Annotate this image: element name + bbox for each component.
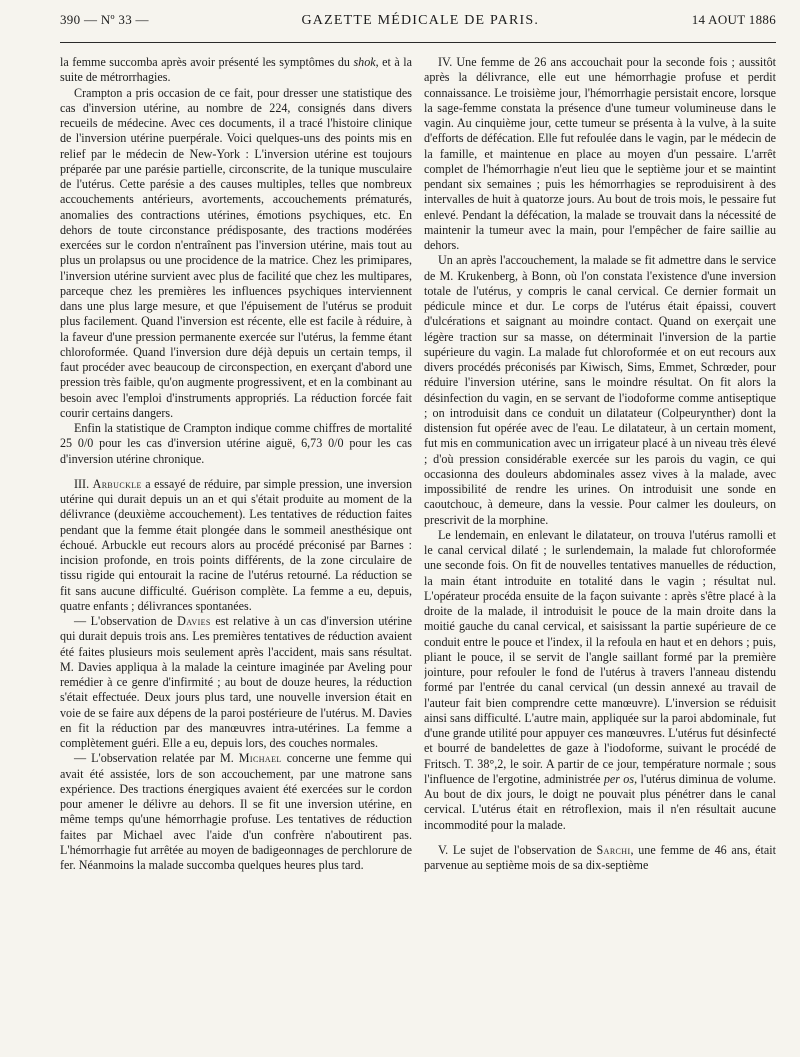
page-header — [60, 12, 776, 43]
left-column — [60, 55, 412, 1045]
issue-number: — Nº 33 — — [83, 12, 149, 27]
section-paragraph: III. Arbuckle a essayé de réduire, par simple pression, une inversion utérine qui durait depuis un an et qui s'était produite au moment de la délivrance (deuxième accouchement). Les tentatives de réduction faites pendant que la femme était plongée dans le sommeil anesthésique ont échoué. Arbuckle eut recours alors au procédé préconisé par Barnes : incision profonde, en trois points différents, de la zone circulaire de tissu rigide qui entourait la racine de l'utérus retourné. La réduction se fit sans aucune difficulté. Guérison complète. La femme a eu, depuis, quatre enfants ; délivrances spontanées. — [60, 476, 412, 613]
paragraph: — L'observation de Davies est relative à un cas d'inversion utérine qui durait depuis trois ans. Les premières tentatives de réduction avaient été faites plusieurs mois seulement après l'accident, mais sans résultat. M. Davies appliqua à la malade la ceinture imaginée par Aveling pour remédier à ce genre d'infirmité ; au bout de douze heures, la réduction s'était effectuée. Deux jours plus tard, une nouvelle inversion était en voie de se faire aux dépens de la paroi postérieure de l'utérus. M. Davies en fit la réduction par des manœuvres intra-utérines. La femme a complètement guéri. Elle a eu, depuis lors, des couches normales. — [60, 614, 412, 750]
author-name: Arbuckle — [92, 476, 142, 491]
page-number: 390 — [60, 12, 81, 27]
right-column — [424, 55, 776, 1045]
paragraph: Le lendemain, en enlevant le dilatateur, on trouva l'utérus ramolli et le canal cervical dilaté ; le surlendemain, la malade fut chloroformée une seconde fois. On fit de nouvelles tentatives manuelles de réduction, la main étant introduite en totalité dans le vagin ; résultat nul. L'opérateur procéda ensuite de la façon suivante : après s'être placé à la droite de la malade, il introduisit le pouce de la main droite dans la moitié gauche du canal cervical, et saisissant la partie supérieure de ce conduit entre le pouce et l'index, il la refoula en haut et en dehors ; puis, pliant le pouce, il se servit de l'angle saillant formé par la première jointure, pour refouler le fond de l'utérus à travers l'anneau distendu formé par l'entrée du canal cervical (un dessin annexé au travail de l'auteur fait bien comprendre cette manœuvre). L'inversion se réduisit ainsi sans difficulté. L'autre main, appliquée sur la paroi abdominale, fut d'une grande utilité pour appuyer ces manœuvres. L'utérus fut désinfecté et bourré de bandelettes de gaze à l'iodoforme, suivant le procédé de Fritsch. T. 38°,2, le soir. A partir de ce jour, température normale ; sous l'influence de l'ergotine, administrée per os, l'utérus diminua de volume. Au bout de dix jours, le doigt ne pouvait plus pénétrer dans le canal cervical. L'utérus était en rétroflexion, mais il n'en résultait aucune incommodité pour la malade. — [424, 527, 776, 832]
paragraph: la femme succomba après avoir présenté les symptômes du shok, et à la suite de métrorrhagies. — [60, 55, 412, 85]
paragraph: Un an après l'accouchement, la malade se fit admettre dans le service de M. Krukenberg, à Bonn, où l'on constata l'existence d'une inversion totale de l'utérus, y compris le canal cervical. Ce dernier formait un pédicule mince et dur. Le corps de l'utérus était épaissi, couvert d'ulcérations et saignant au moindre contact. Quand on exerçait une légère traction sur sa masse, on déterminait l'inversion de la partie supérieure du vagin. La malade fut chloroformée et on eut recours aux divers procédés préconisés par Kiwisch, Sims, Emmet, Schrœder, pour réduire l'inversion utérine, sans le moindre résultat. On fit alors la désinfection du vagin, en se servant de l'iodoforme comme antiseptique ; on introduisit dans ce conduit un dilatateur (Colpeurynther) dont la distension fut opérée avec de l'eau. Le dilatateur, à un certain moment, fut mis en communication avec un irrigateur placé à un niveau très élevé ; d'où pression considérable exercée sur les parois du vagin, ce qui occasionna des douleurs abdominales assez vives à la malade, avec impossibilité de rendre les urines. On introduisit une sonde en caoutchouc, à demeure, dans la vessie. Pour calmer les douleurs, on prescrivit de la morphine. — [424, 253, 776, 527]
article-columns — [60, 55, 776, 1045]
emphasis-text: shok — [353, 55, 376, 69]
journal-title: GAZETTE MÉDICALE DE PARIS. — [301, 13, 540, 28]
author-name: Sarchi — [596, 842, 631, 857]
section-paragraph: IV. Une femme de 26 ans accouchait pour la seconde fois ; aussitôt après la délivrance, elle eut une hémorrhagie profuse et perdit connaissance. Le troisième jour, l'hémorrhagie persistait encore, lorsque la sage-femme constata la présence d'une tumeur volumineuse dans le vagin. Au cinquième jour, cette tumeur se présenta à la vulve, à la suite d'efforts de défécation. Elle fut refoulée dans le vagin, par le médecin de la famille, et maintenue en place au moyen d'un pessaire. L'arrêt complet de l'hémorrhagie n'eut lieu que le septième jour et se maintint pendant six semaines ; puis les hémorrhagies se reproduisirent à des intervalles de huit à quatorze jours. Au bout de trois mois, le pessaire fut enlevé. Pendant la défécation, la malade se trouvait dans la nécessité de maintenir la tumeur avec la main, pour l'empêcher de faire saillie au dehors. — [424, 55, 776, 252]
section-paragraph: V. Le sujet de l'observation de Sarchi, une femme de 46 ans, était parvenue au septième mois de sa dix-septième — [424, 842, 776, 872]
paragraph: — L'observation relatée par M. Michael concerne une femme qui avait été assistée, lors de son accouchement, par une matrone sans expérience. Des tractions énergiques avaient été exercées sur le cordon pour amener le délivre au dehors. Il se fit une inversion utérine, en même temps qu'une hémorrhagie profuse. Les tentatives de réduction faites par Michael avec l'aide d'un confrère n'aboutirent pas. L'hémorrhagie fut arrêtée au moyen de badigeonnages de perchlorure de fer. Néanmoins la malade succomba quelques heures plus tard. — [60, 751, 412, 872]
author-name: Michael — [238, 751, 282, 766]
page-number-and-issue — [60, 12, 149, 28]
paragraph: Crampton a pris occasion de ce fait, pour dresser une statistique des cas d'inversion utérine, au nombre de 224, consignés dans divers recueils de médecine. Avec ces documents, il a tracé l'histoire clinique de l'inversion utérine puerpérale. Voici quelques-uns des points mis en relief par le médecin de New-York : L'inversion utérine est toujours préparée par une parésie partielle, circonscrite, de la tunique musculaire de l'utérus. Cette parésie a des causes multiples, telles que nombreux accouchements antérieurs, avortements, accouchements prématurés, anomalies des contractions utérines, émotions psychiques, etc. En dehors de toute circonstance prédisposante, des tractions modérées exercées sur le cordon n'entraînent pas l'inversion utérine, mais tout au plus un prolapsus ou une procidence de la matrice. Chez les primipares, l'inversion utérine survient avec plus de facilité que chez les multipares, parceque chez les premières les influences psychiques interviennent dans une plus large mesure, et que l'épuisement de l'utérus se produit plus facilement. Quand l'inversion est récente, elle est facile à réduire, à la faveur d'une pression permanente exercée sur l'utérus, la femme étant chloroformée. Quand l'inversion dure déjà depuis un certain temps, il faut procéder avec beaucoup de circonspection, en exerçant d'abord une pression très faible, qu'on augmente progressivent, et en la combinant au besoin avec l'emploi d'instruments appropriés. La réduction forcée fait courir certains dangers. — [60, 85, 412, 420]
paragraph: Enfin la statistique de Crampton indique comme chiffres de mortalité 25 0/0 pour les cas d'inversion utérine aiguë, 6,73 0/0 pour les cas d'inversion utérine chronique. — [60, 421, 412, 466]
issue-date: 14 AOUT 1886 — [691, 12, 776, 27]
author-name: Davies — [177, 614, 211, 628]
emphasis-text: per os — [603, 771, 635, 786]
